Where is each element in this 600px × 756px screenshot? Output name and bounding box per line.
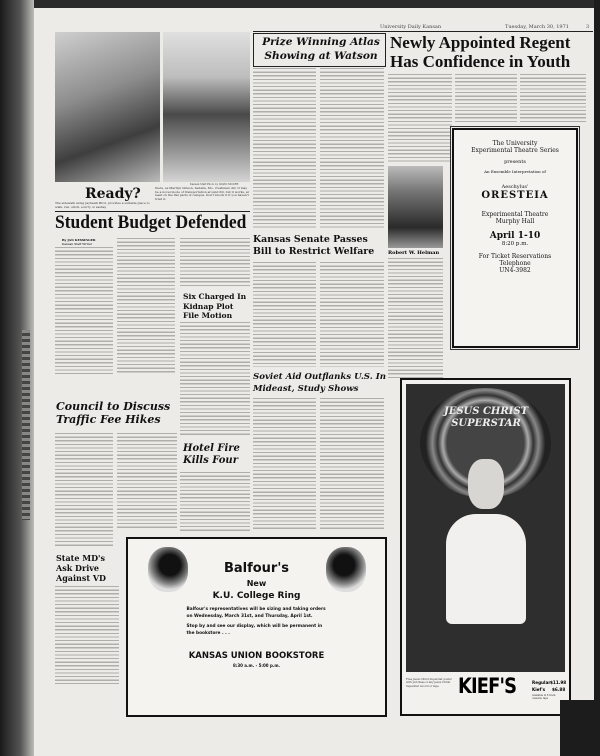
ad-note: Free Jesus Christ Superstar poster with purchase of any Jesus Christ Superstar record or tape	[406, 678, 452, 688]
ad-line: presents	[504, 159, 526, 165]
photo-title: Ready?	[85, 186, 141, 202]
kiefs-label: Kief's	[532, 687, 546, 692]
regular-label: Regular	[532, 680, 551, 685]
masthead-paper-name: University Daily Kansan	[380, 24, 442, 30]
ad-hours: 8:30 a.m. - 5:00 p.m.	[232, 663, 281, 668]
ad-line: The University	[492, 140, 538, 147]
ad-sub1: New	[246, 579, 267, 588]
page-edge-right	[594, 0, 600, 756]
ring-image-left	[148, 547, 188, 592]
article-body	[388, 258, 443, 378]
ad-kiefs	[400, 378, 571, 716]
ad-para2: Stop by and see our display, which will be permanent in the bookstore . . .	[186, 624, 323, 636]
ad-balfour	[126, 537, 387, 717]
article-body	[320, 68, 384, 228]
ad-para1: Balfour's representatives will be sizing and taking orders on Wednesday, March 31st, and Thursday, April 1st.	[186, 607, 326, 619]
photo-caption-left: The sidewalk along Jayhawk Blvd. provides a suitable place to walk, run, stroll, scurry or sashay	[55, 201, 150, 209]
ad-venue: Murphy Hall	[495, 218, 535, 225]
article-body	[253, 398, 316, 530]
masthead-date: Tuesday, March 30, 1971	[505, 24, 569, 30]
poster-face	[468, 459, 504, 509]
article-body	[253, 262, 316, 367]
headline-budget: Student Budget Defended	[55, 212, 247, 233]
masthead-rule	[253, 31, 593, 32]
article-body	[388, 74, 452, 162]
byline-role: Kansan Staff Writer	[62, 242, 93, 246]
ring-image-right	[326, 547, 366, 592]
photo-helman	[388, 166, 443, 248]
article-body	[455, 74, 517, 122]
article-body	[180, 238, 250, 288]
byline: By JAN KESSINGER	[62, 238, 96, 242]
masthead-page-number: 3	[586, 24, 590, 30]
photo-credit: Kansan Staff Photo by DAVID MOORE	[190, 183, 239, 186]
poster-title: JESUS CHRIST SUPERSTAR	[443, 406, 529, 429]
headline-hotel-fire: Hotel Fire Kills Four	[183, 443, 240, 466]
ad-line: Experimental Theatre Series	[471, 147, 559, 154]
page-corner-shadow	[560, 700, 600, 756]
binding-holes	[22, 330, 30, 520]
ad-dates: April 1-10	[489, 231, 541, 241]
photo-caption-helman: Robert W. Helman	[388, 250, 440, 256]
article-body	[320, 398, 384, 530]
headline-state-md: State MD's Ask Drive Against VD	[56, 553, 106, 583]
headline-senate: Kansas Senate Passes Bill to Restrict Welfare	[253, 234, 375, 257]
article-body	[55, 433, 113, 548]
kiefs-price: $6.88	[552, 687, 566, 692]
article-body	[117, 238, 175, 375]
ad-line: Aeschylus'	[501, 184, 529, 190]
ad-title: ORESTEIA	[481, 190, 549, 201]
ad-brand: KIEF'S	[458, 674, 517, 698]
ad-venue: Experimental Theatre	[481, 211, 549, 218]
article-body	[180, 472, 250, 532]
ad-tel: Telephone	[499, 260, 531, 267]
ad-line: An Ensemble Interpretation of	[484, 169, 546, 174]
headline-council: Council to Discuss Traffic Fee Hikes	[56, 400, 171, 426]
headline-regent: Newly Appointed Regent Has Confidence in Youth	[390, 33, 571, 71]
regular-price: $11.98	[550, 680, 567, 685]
headline-soviet: Soviet Aid Outflanks U.S. In Mideast, Study Shows	[253, 372, 386, 394]
ad-oresteia	[452, 128, 578, 348]
headline-atlas: Prize Winning Atlas Showing at Watson	[262, 36, 380, 62]
ad-store: KANSAS UNION BOOKSTORE	[188, 651, 325, 661]
ad-time: 8:20 p.m.	[501, 241, 529, 247]
availability: Available in 8 track cassette tape	[532, 694, 556, 700]
ad-sub2: K.U. College Ring	[212, 591, 301, 601]
ad-title: Balfour's	[223, 561, 290, 576]
poster-figure	[446, 514, 526, 624]
headline-six-charged: Six Charged In Kidnap Plot File Motion	[183, 292, 247, 321]
article-body	[55, 247, 113, 375]
article-body	[55, 586, 119, 684]
article-body	[320, 262, 384, 367]
article-body	[520, 74, 586, 122]
photo-sidewalk	[163, 32, 250, 182]
ad-tickets: For Ticket Reservations	[478, 253, 552, 260]
article-body	[117, 433, 177, 528]
ad-phone: UN4-3982	[499, 267, 531, 274]
article-body	[180, 322, 250, 437]
superstar-poster	[406, 384, 565, 672]
photo-caption-right: there, as Marilyn Gibson, Sedalia, Mo., freshman did. It may be a novel mode of transportation around KU, but it works, at least on the flat parts of campus. Don't knock it if you haven't tried it.	[155, 186, 249, 201]
photo-walking-student	[55, 32, 160, 182]
article-body	[253, 68, 316, 228]
